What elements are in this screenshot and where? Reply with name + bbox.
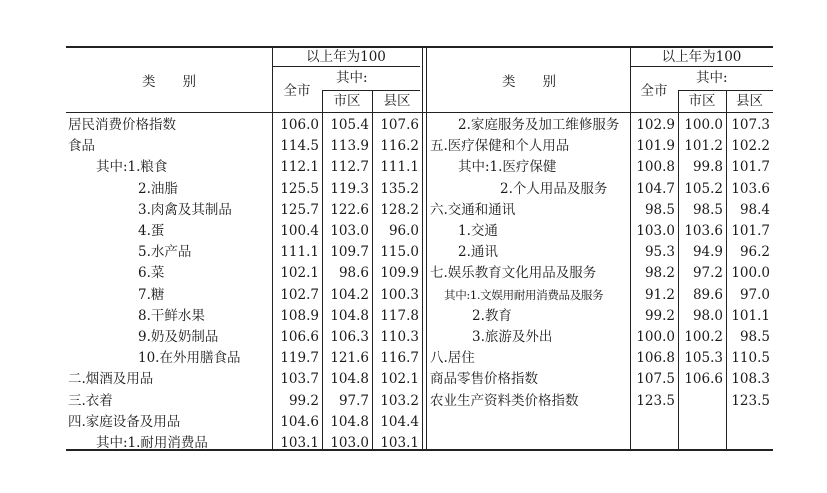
- header-rule: [66, 112, 773, 113]
- row-label: 其中:1.医疗保健: [458, 159, 557, 176]
- row-value: 102.7: [280, 286, 319, 303]
- row-value: 91.2: [644, 286, 675, 303]
- header-category-right: 类 别: [502, 74, 556, 90]
- top-rule: [66, 46, 773, 48]
- row-value: 107.6: [380, 117, 419, 133]
- row-value: 103.6: [684, 223, 723, 239]
- row-value: 119.7: [280, 350, 319, 367]
- row-label: 农业生产资料类价格指数: [430, 392, 579, 409]
- row-value: 104.8: [330, 371, 369, 388]
- row-value: 104.7: [636, 180, 675, 197]
- row-label: 10.在外用膳食品: [138, 350, 241, 367]
- row-value: 101.1: [731, 307, 770, 324]
- row-label: 2.个人用品及服务: [500, 180, 608, 197]
- row-value: 101.7: [731, 223, 770, 239]
- row-value: 95.3: [644, 244, 675, 261]
- row-value: 106.0: [280, 117, 319, 133]
- row-value: 100.2: [684, 329, 723, 345]
- row-value: 104.2: [330, 286, 369, 303]
- row-value: 114.5: [280, 138, 319, 155]
- row-value: 123.5: [731, 392, 770, 409]
- row-value: 103.0: [636, 223, 675, 239]
- row-value: 100.0: [731, 265, 770, 282]
- row-label: 二.烟酒及用品: [68, 371, 154, 388]
- row-value: 107.3: [731, 117, 770, 133]
- row-value: 109.9: [380, 265, 419, 282]
- row-value: 110.5: [731, 350, 770, 367]
- row-label: 2.教育: [472, 307, 512, 324]
- vrule-mid-b: [426, 46, 427, 451]
- row-value: 89.6: [692, 286, 723, 303]
- row-value: 135.2: [380, 180, 419, 197]
- row-value: 104.4: [380, 413, 419, 430]
- header-city-total-right: 全市: [640, 83, 668, 99]
- row-label: 2.油脂: [138, 180, 178, 197]
- row-value: 101.2: [684, 138, 723, 155]
- row-value: 104.8: [330, 307, 369, 324]
- row-value: 125.5: [280, 180, 319, 197]
- row-label: 2.通讯: [458, 244, 498, 261]
- row-value: 106.6: [684, 371, 723, 388]
- row-value: 100.0: [684, 117, 723, 133]
- row-label: 3.肉禽及其制品: [138, 201, 232, 218]
- row-value: 123.5: [636, 392, 675, 409]
- row-value: 94.9: [692, 244, 723, 261]
- header-of-which-left: 其中:: [336, 70, 368, 86]
- row-value: 96.0: [388, 223, 419, 239]
- sub-rule-left: [272, 66, 420, 67]
- row-label: 其中:1.粮食: [96, 159, 168, 176]
- row-value: 101.7: [731, 159, 770, 176]
- row-value: 111.1: [280, 244, 319, 261]
- row-value: 112.7: [330, 159, 369, 176]
- row-value: 98.2: [644, 265, 675, 282]
- row-value: 106.8: [636, 350, 675, 367]
- row-value: 102.9: [636, 117, 675, 133]
- row-value: 104.8: [330, 413, 369, 430]
- row-value: 105.3: [684, 350, 723, 367]
- row-value: 108.3: [731, 371, 770, 388]
- header-urban-right: 市区: [688, 93, 716, 109]
- row-label: 食品: [68, 138, 95, 155]
- row-value: 106.3: [330, 329, 369, 345]
- row-value: 119.3: [330, 180, 369, 197]
- row-value: 100.4: [280, 223, 319, 239]
- row-value: 98.5: [692, 201, 723, 218]
- row-value: 113.9: [330, 138, 369, 155]
- row-value: 102.1: [380, 371, 419, 388]
- header-county-left: 县区: [383, 93, 411, 109]
- row-value: 103.0: [330, 223, 369, 239]
- row-value: 105.4: [330, 117, 369, 133]
- sub-rule-right: [630, 66, 773, 67]
- row-value: 112.1: [280, 159, 319, 176]
- header-city-total-left: 全市: [283, 83, 311, 99]
- row-value: 97.0: [739, 286, 770, 303]
- row-value: 122.6: [330, 201, 369, 218]
- row-value: 117.8: [380, 307, 419, 324]
- row-value: 116.7: [380, 350, 419, 367]
- row-label: 商品零售价格指数: [430, 371, 538, 388]
- header-base-left: 以上年为100: [306, 49, 386, 65]
- row-value: 98.5: [739, 329, 770, 345]
- row-label: 6.菜: [138, 265, 165, 282]
- row-value: 108.9: [280, 307, 319, 324]
- row-label: 2.家庭服务及加工维修服务: [458, 117, 620, 133]
- header-of-which-right: 其中:: [696, 70, 728, 86]
- row-label: 3.旅游及外出: [472, 329, 553, 345]
- row-value: 103.7: [280, 371, 319, 388]
- row-value: 98.5: [644, 201, 675, 218]
- row-value: 103.0: [330, 435, 369, 451]
- row-value: 111.1: [380, 159, 419, 176]
- row-value: 102.2: [731, 138, 770, 155]
- header-category-left: 类 别: [142, 74, 196, 90]
- row-value: 100.0: [636, 329, 675, 345]
- row-value: 101.9: [636, 138, 675, 155]
- row-value: 98.6: [338, 265, 369, 282]
- row-value: 97.7: [338, 392, 369, 409]
- header-county-right: 县区: [736, 93, 763, 109]
- row-label: 七.娱乐教育文化用品及服务: [430, 265, 597, 282]
- row-value: 103.6: [731, 180, 770, 197]
- row-value: 121.6: [330, 350, 369, 367]
- row-value: 110.3: [380, 329, 419, 345]
- row-value: 97.2: [692, 265, 723, 282]
- row-label: 六.交通和通讯: [430, 201, 516, 218]
- row-value: 105.2: [684, 180, 723, 197]
- row-value: 125.7: [280, 201, 319, 218]
- row-value: 103.2: [380, 392, 419, 409]
- vrule-mid-a: [422, 46, 423, 451]
- row-value: 104.6: [280, 413, 319, 430]
- row-label: 其中:1.文娱用耐用消费品及服务: [444, 287, 604, 302]
- row-value: 98.4: [739, 201, 770, 218]
- row-label: 三.衣着: [68, 392, 113, 409]
- row-label: 8.干鲜水果: [138, 307, 205, 324]
- header-base-right: 以上年为100: [661, 49, 742, 65]
- row-value: 115.0: [380, 244, 419, 261]
- row-value: 99.8: [692, 159, 723, 176]
- row-value: 109.7: [330, 244, 369, 261]
- row-label: 其中:1.耐用消费品: [96, 435, 208, 451]
- row-value: 99.2: [288, 392, 319, 409]
- header-urban-left: 市区: [333, 93, 361, 109]
- row-label: 1.交通: [458, 223, 498, 239]
- row-label: 八.居住: [430, 350, 475, 367]
- row-value: 106.6: [280, 329, 319, 345]
- row-value: 103.1: [380, 435, 419, 451]
- row-value: 107.5: [636, 371, 675, 388]
- row-label: 居民消费价格指数: [68, 117, 176, 133]
- row-value: 102.1: [280, 265, 319, 282]
- row-value: 100.3: [380, 286, 419, 303]
- row-label: 4.蛋: [138, 223, 165, 239]
- price-index-table: [66, 46, 773, 451]
- row-value: 98.0: [692, 307, 723, 324]
- sub-rule-left-2: [322, 90, 420, 91]
- row-value: 99.2: [644, 307, 675, 324]
- row-value: 100.8: [636, 159, 675, 176]
- row-label: 9.奶及奶制品: [138, 329, 219, 345]
- row-label: 5.水产品: [138, 244, 192, 261]
- row-value: 96.2: [739, 244, 770, 261]
- row-label: 7.糖: [138, 286, 165, 303]
- row-value: 103.1: [280, 435, 319, 451]
- row-value: 116.2: [380, 138, 419, 155]
- row-label: 四.家庭设备及用品: [68, 413, 181, 430]
- row-label: 五.医疗保健和个人用品: [430, 138, 570, 155]
- row-value: 128.2: [380, 201, 419, 218]
